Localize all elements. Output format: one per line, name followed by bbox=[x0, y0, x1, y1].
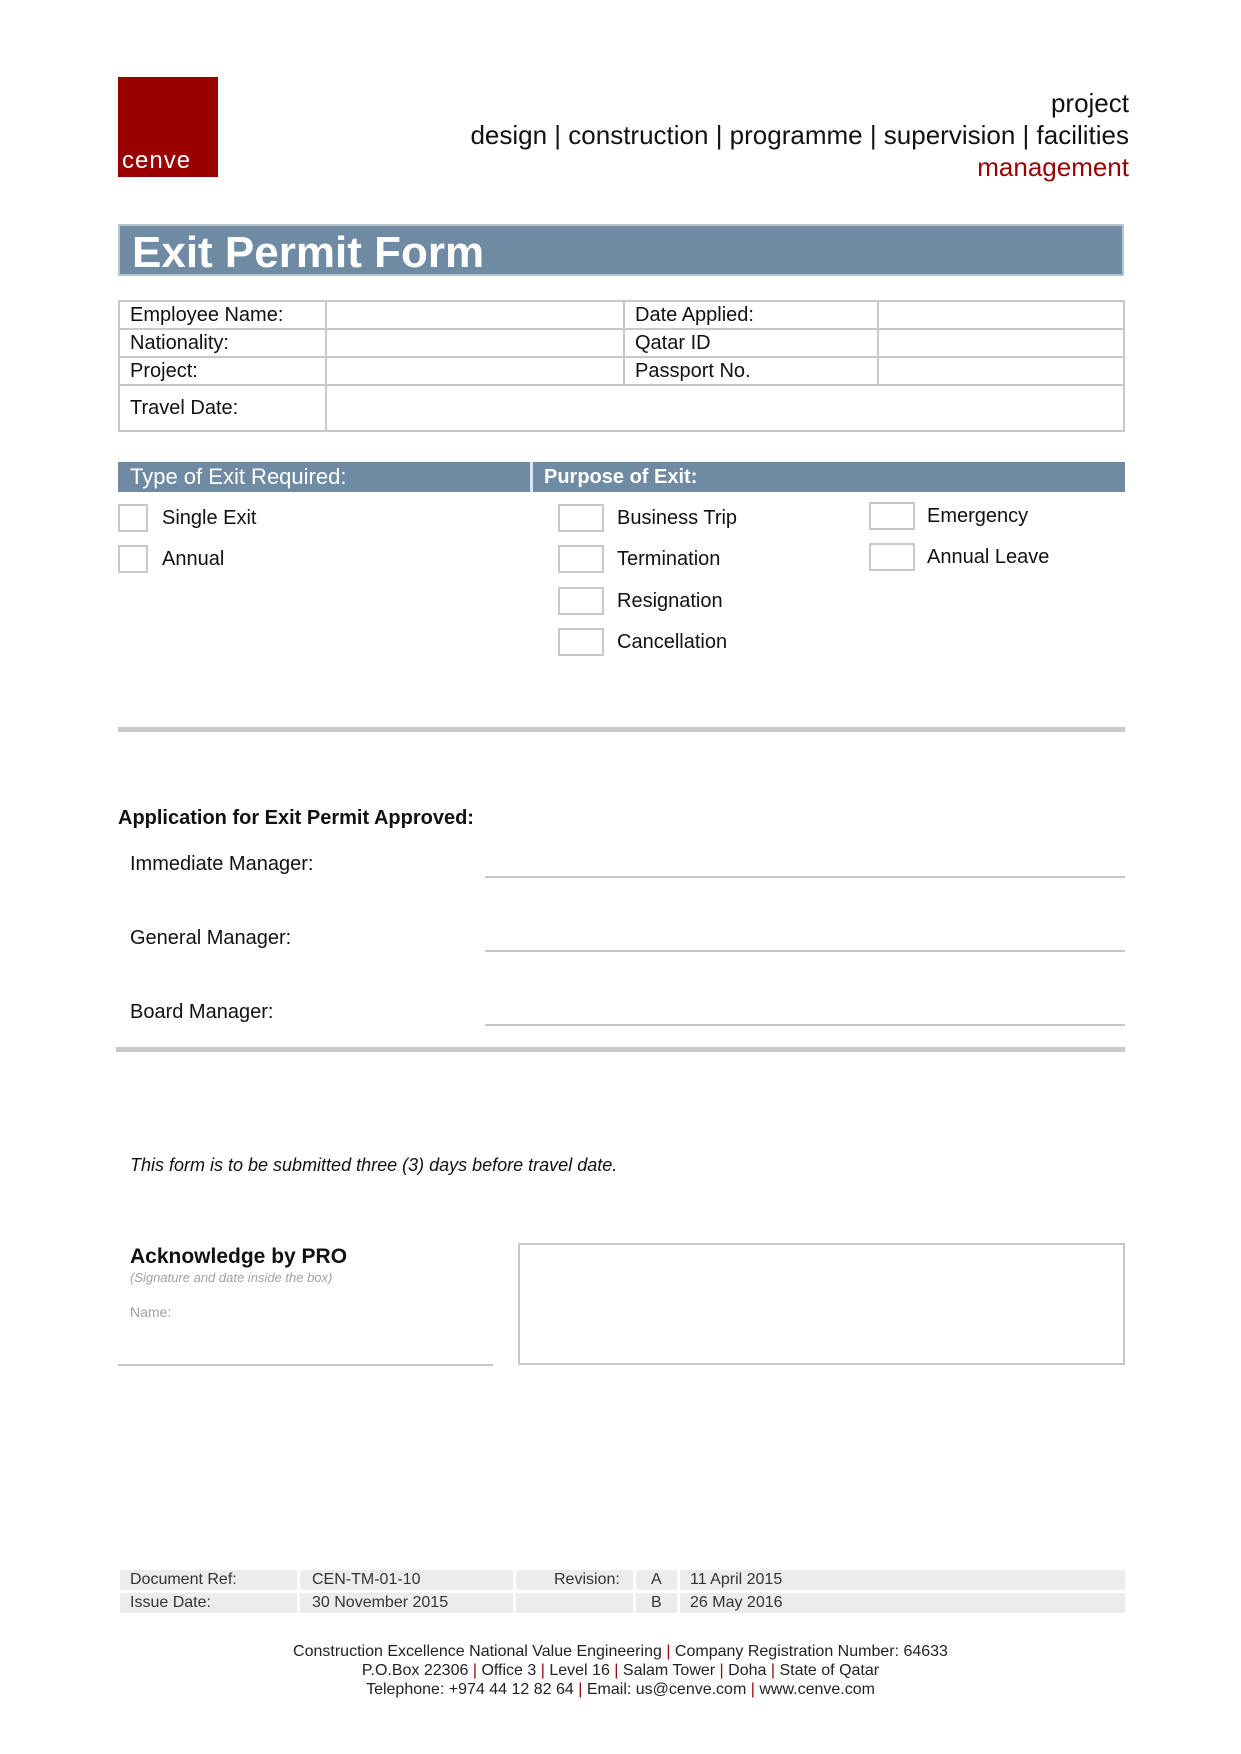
cancellation-checkbox[interactable] bbox=[558, 628, 604, 656]
revision-b-date: 26 May 2016 bbox=[690, 1594, 783, 1611]
board-manager-label: Board Manager: bbox=[130, 1001, 274, 1023]
issue-date-value: 30 November 2015 bbox=[312, 1594, 449, 1611]
general-manager-label: General Manager: bbox=[130, 927, 292, 949]
business-trip-checkbox[interactable] bbox=[558, 504, 604, 532]
project-field[interactable] bbox=[326, 357, 624, 385]
business-trip-label: Business Trip bbox=[617, 507, 738, 529]
cancellation-label: Cancellation bbox=[617, 631, 728, 653]
building: Salam Tower bbox=[622, 1662, 716, 1679]
form-title-bar bbox=[118, 224, 1124, 276]
tagline-line1: project bbox=[1050, 88, 1129, 118]
doc-meta-row-2 bbox=[120, 1593, 1125, 1613]
passport-no-field[interactable] bbox=[878, 357, 1124, 385]
approval-rule bbox=[116, 1047, 1125, 1052]
company-logo bbox=[118, 77, 218, 177]
pro-signature-box[interactable] bbox=[518, 1243, 1125, 1365]
doc-meta-row-1 bbox=[120, 1570, 1125, 1590]
annual-checkbox[interactable] bbox=[118, 545, 148, 573]
meta-separator bbox=[677, 1570, 680, 1590]
emergency-checkbox[interactable] bbox=[869, 502, 915, 530]
email[interactable]: Email: us@cenve.com bbox=[586, 1681, 747, 1698]
logo-text: cenve bbox=[122, 147, 192, 174]
employee-info-table bbox=[118, 300, 1125, 432]
doc-ref-label: Document Ref: bbox=[130, 1571, 237, 1588]
footer-separator: | bbox=[666, 1643, 671, 1660]
passport-no-label: Passport No. bbox=[624, 357, 878, 385]
qatar-id-field[interactable] bbox=[878, 329, 1124, 357]
meta-separator bbox=[633, 1570, 636, 1590]
employee-name-label: Employee Name: bbox=[119, 301, 326, 329]
revision-b: B bbox=[651, 1594, 662, 1611]
footer-separator: | bbox=[540, 1662, 545, 1679]
footer-separator: | bbox=[578, 1681, 583, 1698]
single-exit-checkbox[interactable] bbox=[118, 504, 148, 532]
resignation-label: Resignation bbox=[617, 590, 723, 612]
meta-separator bbox=[513, 1593, 516, 1613]
footer-line-1 bbox=[0, 1643, 1241, 1661]
travel-date-field[interactable] bbox=[326, 385, 1124, 431]
revision-a: A bbox=[651, 1571, 662, 1588]
general-manager-signature-line[interactable] bbox=[485, 950, 1125, 952]
approval-heading: Application for Exit Permit Approved: bbox=[118, 807, 474, 829]
pro-name-label: Name: bbox=[130, 1304, 172, 1320]
company-registration: Company Registration Number: 64633 bbox=[674, 1643, 948, 1660]
travel-date-label: Travel Date: bbox=[119, 385, 326, 431]
pro-name-line[interactable] bbox=[118, 1364, 493, 1366]
meta-separator bbox=[297, 1570, 300, 1590]
termination-checkbox[interactable] bbox=[558, 545, 604, 573]
section-rule bbox=[118, 727, 1125, 732]
immediate-manager-signature-line[interactable] bbox=[485, 876, 1125, 878]
company-full-name: Construction Excellence National Value Engineering bbox=[293, 1643, 662, 1660]
emergency-label: Emergency bbox=[927, 505, 1029, 527]
purpose-of-exit-heading: Purpose of Exit: bbox=[544, 466, 698, 488]
annual-leave-checkbox[interactable] bbox=[869, 543, 915, 571]
annual-leave-label: Annual Leave bbox=[927, 546, 1050, 568]
single-exit-label: Single Exit bbox=[162, 507, 257, 529]
footer-line-3 bbox=[0, 1681, 1241, 1699]
meta-separator bbox=[297, 1593, 300, 1613]
immediate-manager-label: Immediate Manager: bbox=[130, 853, 314, 875]
project-label: Project: bbox=[119, 357, 326, 385]
level: Level 16 bbox=[549, 1662, 610, 1679]
nationality-field[interactable] bbox=[326, 329, 624, 357]
footer-separator: | bbox=[472, 1662, 477, 1679]
po-box: P.O.Box 22306 bbox=[361, 1662, 469, 1679]
tagline-line2: design | construction | programme | supervision | facilities bbox=[470, 120, 1129, 150]
resignation-checkbox[interactable] bbox=[558, 587, 604, 615]
doc-ref-value: CEN-TM-01-10 bbox=[312, 1571, 421, 1588]
annual-label: Annual bbox=[162, 548, 225, 570]
meta-separator bbox=[677, 1593, 680, 1613]
tagline-line3: management bbox=[977, 152, 1129, 182]
section-divider bbox=[530, 462, 533, 492]
date-applied-label: Date Applied: bbox=[624, 301, 878, 329]
telephone: Telephone: +974 44 12 82 64 bbox=[366, 1681, 574, 1698]
acknowledge-heading: Acknowledge by PRO bbox=[130, 1245, 348, 1268]
footer-separator: | bbox=[770, 1662, 776, 1679]
nationality-label: Nationality: bbox=[119, 329, 326, 357]
website-link[interactable]: www.cenve.com bbox=[759, 1681, 875, 1698]
meta-separator bbox=[633, 1593, 636, 1613]
revision-label: Revision: bbox=[554, 1571, 620, 1588]
footer-separator: | bbox=[614, 1662, 619, 1679]
city: Doha bbox=[728, 1662, 767, 1679]
termination-label: Termination bbox=[617, 548, 721, 570]
office: Office 3 bbox=[481, 1662, 537, 1679]
footer-separator: | bbox=[750, 1681, 755, 1698]
meta-separator bbox=[513, 1570, 516, 1590]
submission-notice: This form is to be submitted three (3) days before travel date. bbox=[130, 1155, 618, 1175]
footer-separator: | bbox=[719, 1662, 724, 1679]
revision-a-date: 11 April 2015 bbox=[690, 1571, 783, 1588]
footer-line-2 bbox=[0, 1662, 1241, 1680]
date-applied-field[interactable] bbox=[878, 301, 1124, 329]
form-title: Exit Permit Form bbox=[132, 228, 485, 277]
board-manager-signature-line[interactable] bbox=[485, 1024, 1125, 1026]
exit-section-bar bbox=[118, 462, 1125, 492]
employee-name-field[interactable] bbox=[326, 301, 624, 329]
qatar-id-label: Qatar ID bbox=[624, 329, 878, 357]
acknowledge-subtext: (Signature and date inside the box) bbox=[130, 1270, 333, 1285]
country: State of Qatar bbox=[779, 1662, 880, 1679]
issue-date-label: Issue Date: bbox=[130, 1594, 211, 1611]
type-of-exit-heading: Type of Exit Required: bbox=[130, 464, 347, 489]
